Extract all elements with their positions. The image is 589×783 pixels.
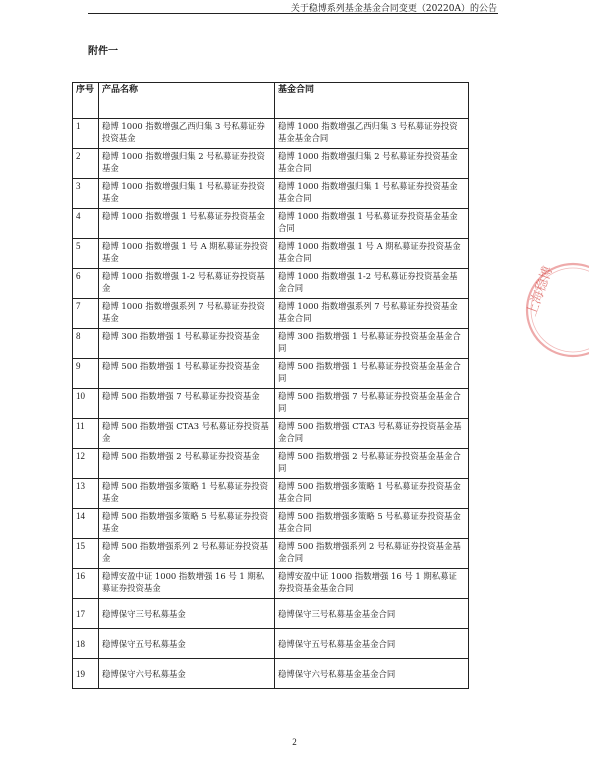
product-name-cell: 稳博 500 指数增强 2 号私募证券投资基金 (99, 449, 275, 479)
row-index: 5 (73, 239, 99, 269)
row-index: 16 (73, 569, 99, 599)
column-header-index: 序号 (73, 83, 99, 119)
row-index: 8 (73, 329, 99, 359)
table-row (73, 299, 469, 329)
table-row (73, 209, 469, 239)
row-index: 14 (73, 509, 99, 539)
product-name-cell: 稳博 300 指数增强 1 号私募证券投资基金 (99, 329, 275, 359)
table-row (73, 119, 469, 149)
table-row (73, 569, 469, 599)
fund-contract-cell: 稳博 1000 指数增强归集 2 号私募证券投资基金基金合同 (275, 149, 469, 179)
fund-contract-cell: 稳博保守三号私募基金基金合同 (275, 599, 469, 629)
fund-contract-cell: 稳博 500 指数增强多策略 1 号私募证券投资基金基金合同 (275, 479, 469, 509)
row-index: 7 (73, 299, 99, 329)
table-row (73, 329, 469, 359)
row-index: 1 (73, 119, 99, 149)
row-index: 2 (73, 149, 99, 179)
page-number: 2 (292, 737, 297, 747)
fund-contract-cell: 稳博 500 指数增强 2 号私募证券投资基金基金合同 (275, 449, 469, 479)
product-name-cell: 稳博保守三号私募基金 (99, 599, 275, 629)
table-row (73, 419, 469, 449)
row-index: 13 (73, 479, 99, 509)
fund-contract-cell: 稳博 1000 指数增强 1-2 号私募证券投资基金基金合同 (275, 269, 469, 299)
product-name-cell: 稳博 500 指数增强多策略 1 号私募证券投资基金 (99, 479, 275, 509)
row-index: 15 (73, 539, 99, 569)
product-name-cell: 稳博 1000 指数增强乙西归集 3 号私募证券投资基金 (99, 119, 275, 149)
table-row (73, 239, 469, 269)
product-name-cell: 稳博安盈中证 1000 指数增强 16 号 1 期私募证券投资基金 (99, 569, 275, 599)
product-name-cell: 稳博 1000 指数增强 1 号 A 期私募证券投资基金 (99, 239, 275, 269)
fund-contract-cell: 稳博 500 指数增强 7 号私募证券投资基金基金合同 (275, 389, 469, 419)
row-index: 19 (73, 659, 99, 689)
product-name-cell: 稳博 500 指数增强多策略 5 号私募证券投资基金 (99, 509, 275, 539)
svg-text:上海稳博: 上海稳博 (524, 264, 557, 319)
table-row (73, 359, 469, 389)
fund-contract-cell: 稳博 300 指数增强 1 号私募证券投资基金基金合同 (275, 329, 469, 359)
company-seal (511, 258, 589, 362)
row-index: 11 (73, 419, 99, 449)
row-index: 9 (73, 359, 99, 389)
fund-contract-table (72, 82, 469, 689)
table-row (73, 659, 469, 689)
fund-contract-cell: 稳博 500 指数增强系列 2 号私募证券投资基金基金合同 (275, 539, 469, 569)
table-row (73, 179, 469, 209)
table-row (73, 449, 469, 479)
attachment-label: 附件一 (88, 46, 118, 57)
column-header-fund-contract: 基金合同 (275, 83, 469, 119)
page-header-title: 关于稳博系列基金基金合同变更（20220A）的公告 (290, 4, 497, 14)
product-name-cell: 稳博 1000 指数增强系列 7 号私募证券投资基金 (99, 299, 275, 329)
product-name-cell: 稳博 1000 指数增强 1-2 号私募证券投资基金 (99, 269, 275, 299)
fund-contract-cell: 稳博安盈中证 1000 指数增强 16 号 1 期私募证券投资基金基金合同 (275, 569, 469, 599)
product-name-cell: 稳博保守六号私募基金 (99, 659, 275, 689)
row-index: 10 (73, 389, 99, 419)
table-row (73, 389, 469, 419)
fund-contract-cell: 稳博 1000 指数增强系列 7 号私募证券投资基金基金合同 (275, 299, 469, 329)
fund-contract-cell: 稳博 1000 指数增强归集 1 号私募证券投资基金基金合同 (275, 179, 469, 209)
table-header-row (73, 83, 469, 119)
table-row (73, 539, 469, 569)
product-name-cell: 稳博 500 指数增强 CTA3 号私募证券投资基金 (99, 419, 275, 449)
fund-contract-cell: 稳博 500 指数增强多策略 5 号私募证券投资基金基金合同 (275, 509, 469, 539)
fund-contract-cell: 稳博保守六号私募基金基金合同 (275, 659, 469, 689)
fund-contract-cell: 稳博 1000 指数增强 1 号 A 期私募证券投资基金基金合同 (275, 239, 469, 269)
fund-contract-cell: 稳博 500 指数增强 1 号私募证券投资基金基金合同 (275, 359, 469, 389)
product-name-cell: 稳博保守五号私募基金 (99, 629, 275, 659)
fund-contract-cell: 稳博 1000 指数增强 1 号私募证券投资基金基金合同 (275, 209, 469, 239)
product-name-cell: 稳博 500 指数增强 7 号私募证券投资基金 (99, 389, 275, 419)
product-name-cell: 稳博 500 指数增强系列 2 号私募证券投资基金 (99, 539, 275, 569)
fund-contract-cell: 稳博 500 指数增强 CTA3 号私募证券投资基金基金合同 (275, 419, 469, 449)
row-index: 12 (73, 449, 99, 479)
table-row (73, 149, 469, 179)
product-name-cell: 稳博 1000 指数增强 1 号私募证券投资基金 (99, 209, 275, 239)
row-index: 3 (73, 179, 99, 209)
table-row (73, 509, 469, 539)
table-row (73, 479, 469, 509)
fund-contract-cell: 稳博 1000 指数增强乙西归集 3 号私募证券投资基金基金合同 (275, 119, 469, 149)
table-row (73, 269, 469, 299)
table-row (73, 599, 469, 629)
row-index: 6 (73, 269, 99, 299)
row-index: 4 (73, 209, 99, 239)
product-name-cell: 稳博 500 指数增强 1 号私募证券投资基金 (99, 359, 275, 389)
fund-contract-cell: 稳博保守五号私募基金基金合同 (275, 629, 469, 659)
table-row (73, 629, 469, 659)
product-name-cell: 稳博 1000 指数增强归集 2 号私募证券投资基金 (99, 149, 275, 179)
row-index: 18 (73, 629, 99, 659)
product-name-cell: 稳博 1000 指数增强归集 1 号私募证券投资基金 (99, 179, 275, 209)
row-index: 17 (73, 599, 99, 629)
column-header-product-name: 产品名称 (99, 83, 275, 119)
